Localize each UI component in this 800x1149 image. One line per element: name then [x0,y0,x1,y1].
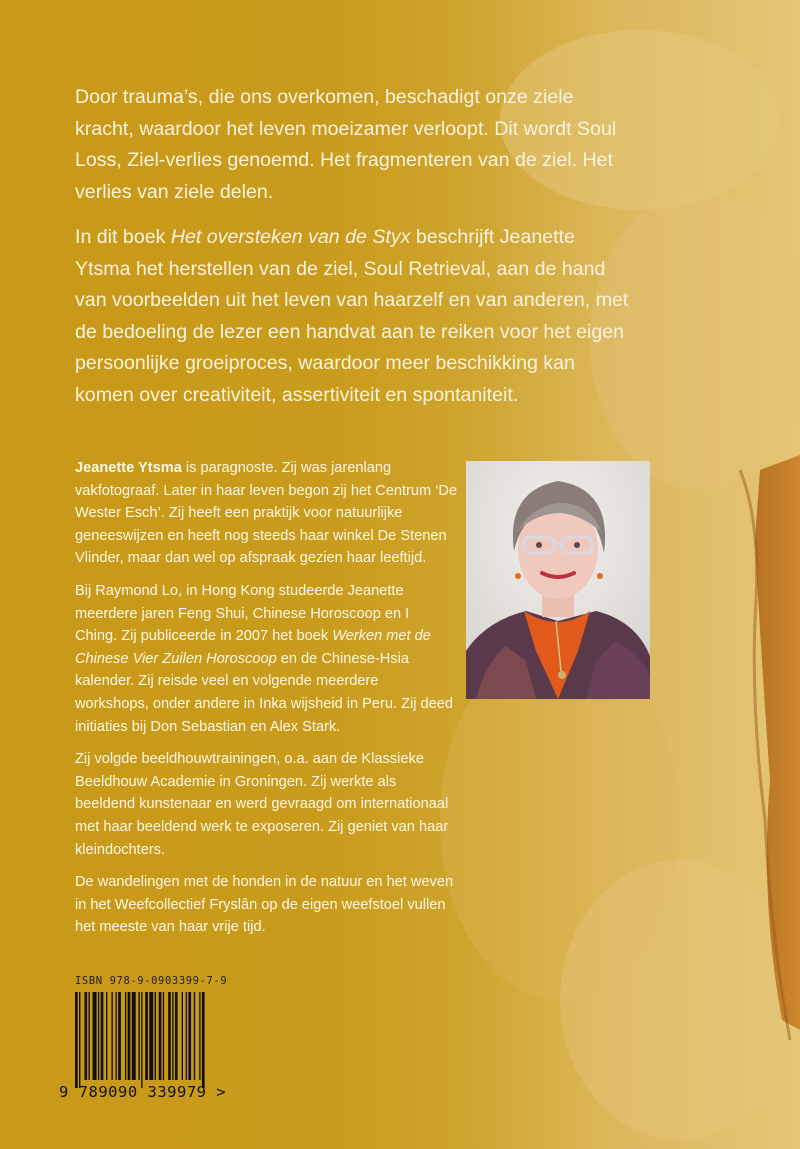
book-title: Het oversteken van de Styx [170,226,411,248]
bio-p2-lead: Bij Raymond Lo, in Hong Kong studeerde Jeanette meerdere jaren Feng Shui, Chinese Horoscoop en I Ching. Zij publiceerde in 2007 het boek [75,582,410,645]
bio-paragraph-2 [75,580,455,738]
intro-text [75,82,635,425]
bio-p1-rest: is paragnoste. Zij was jarenlang vakfotograaf. Later in haar leven begon zij het Centrum ‘De Wester Esch’. Zij heeft een praktijk voor natuurlijke geneeswijzen en heeft nog steeds haar winkel De Stenen Vlinder, maar dan wel op afspraak gezien haar leeftijd. [75,460,458,567]
intro-p2-lead: In dit boek [75,226,171,248]
author-bio [75,457,465,949]
intro-paragraph-1: Door trauma’s, die ons overkomen, beschadigt onze ziele kracht, waardoor het leven moeizamer verloopt. Dit wordt Soul Loss, Ziel-verlies genoemd. Het fragmenteren van de ziel. Het verlies van ziele delen. [75,86,617,203]
intro-p2-rest: beschrijft Jeanette Ytsma het herstellen van de ziel, Soul Retrieval, aan de hand van voorbeelden uit het leven van haarzelf en van anderen, met de bedoeling de lezer een handvat aan te reiken voor het eigen persoonlijke groeiproces, waardoor meer beschikking kan komen over creativiteit, assertiviteit en spontaniteit. [75,226,629,406]
isbn-barcode [75,992,245,1088]
author-photo [466,461,650,699]
barcode-digits: 9 789090 339979 > [59,1083,227,1101]
other-book-title: Werken met de Chinese Vier Zuilen Horoscoop [75,628,431,667]
bio-p2-rest: en de Chinese-Hsia kalender. Zij reisde veel en volgende meerdere workshops, onder andere in Inka wijsheid in Peru. Zij deed initiaties bij Don Sebastian en Alex Stark. [75,650,454,735]
bio-paragraph-4: De wandelingen met de honden in de natuur en het weven in het Weefcollectief Fryslân op de eigen weefstoel vullen het meeste van haar vrije tijd. [75,874,454,936]
isbn-label: ISBN 978-9-0903399-7-9 [75,975,228,987]
bio-paragraph-3: Zij volgde beeldhouwtrainingen, o.a. aan de Klassieke Beeldhouw Academie in Groningen. Zij werkte als beeldend kunstenaar en werd gevraagd om internationaal met haar beeldend werk te exposeren. Zij geniet van haar kleindochters. [75,751,449,858]
intro-paragraph-2 [75,222,635,411]
bio-paragraph-1 [75,457,465,570]
author-name: Jeanette Ytsma [75,460,182,476]
